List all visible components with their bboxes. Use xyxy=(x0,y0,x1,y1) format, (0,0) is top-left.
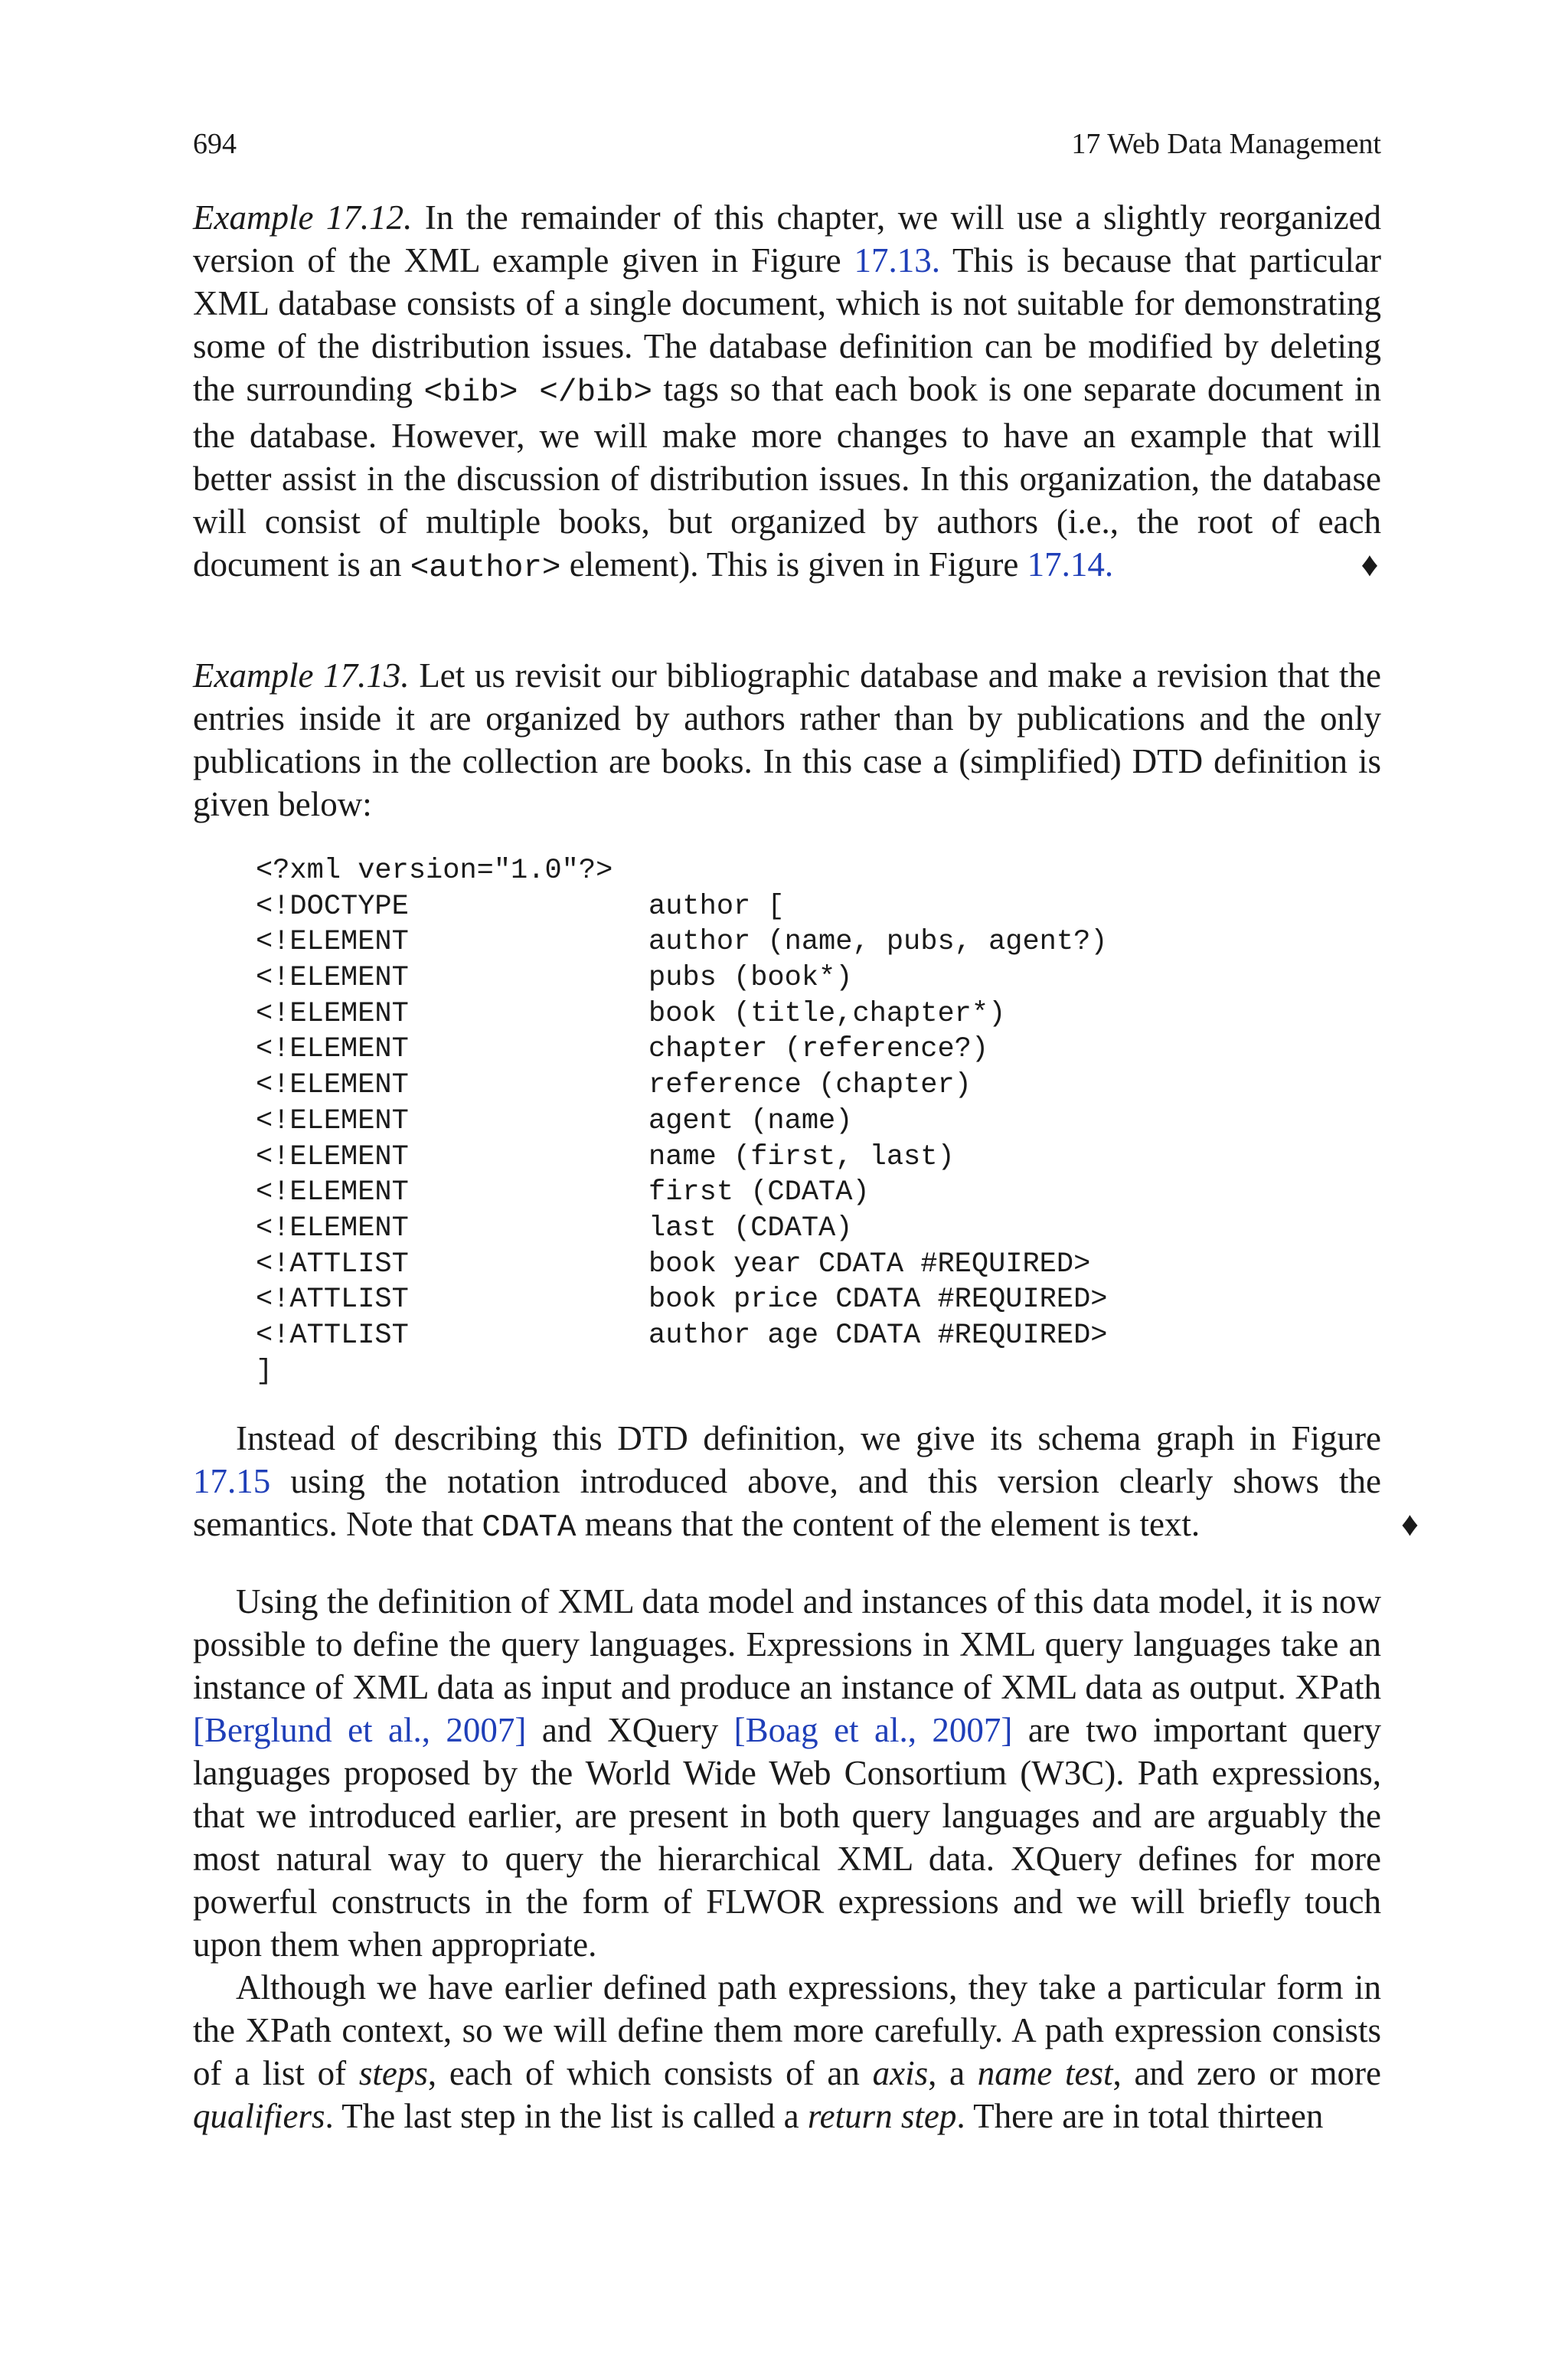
page-number: 694 xyxy=(193,128,237,160)
citation-berglund-2007[interactable]: [Berglund et al., 2007] xyxy=(193,1711,527,1750)
body-text: This is because that particular XML database consists of a single document, which is not suitable for demonstrating some of the distribution issues. The database definition can be modified by deleting the surrounding xyxy=(193,241,1381,408)
inline-code: <author> xyxy=(410,551,561,586)
inline-code: <bib> </bib> xyxy=(423,375,652,411)
body-text: In the remainder of this chapter, we will use a slightly reorganized version of the XML example given in Figure xyxy=(193,198,1381,280)
dtd-line xyxy=(256,996,1381,1032)
chapter-title: 17 Web Data Management xyxy=(1071,128,1381,160)
dtd-line xyxy=(256,1104,1381,1140)
dtd-declaration: book (title,chapter*) xyxy=(648,997,1006,1030)
body-text: Let us revisit our bibliographic database and make a revision that the entries inside it are organized by authors rather than by publications and the only publications in the collection are books. In this case a (simplified) DTD definition is given below: xyxy=(193,656,1381,823)
dtd-declaration: name (first, last) xyxy=(648,1140,955,1173)
dtd-line xyxy=(256,1211,1381,1247)
dtd-keyword: <!ATTLIST xyxy=(256,1319,409,1352)
body-text: , and zero or more xyxy=(1112,2054,1381,2093)
body-text: , each of which consists of an xyxy=(427,2054,873,2093)
dtd-line xyxy=(256,960,1381,996)
dtd-declaration: chapter (reference?) xyxy=(648,1033,989,1066)
dtd-keyword: <!ELEMENT xyxy=(256,926,409,959)
dtd-declaration: pubs (book*) xyxy=(648,962,853,995)
body-text: . There are in total thirteen xyxy=(956,2097,1324,2136)
dtd-declaration: author age CDATA #REQUIRED> xyxy=(648,1319,1108,1352)
dtd-keyword: <!ELEMENT xyxy=(256,962,409,995)
dtd-keyword: <!ELEMENT xyxy=(256,997,409,1030)
figure-ref-17-14[interactable]: 17.14. xyxy=(1027,545,1114,584)
dtd-declaration: book price CDATA #REQUIRED> xyxy=(648,1284,1108,1317)
dtd-line xyxy=(256,1068,1381,1104)
example-label: Example 17.13. xyxy=(193,656,410,695)
inline-code: CDATA xyxy=(482,1510,577,1546)
example-label: Example 17.12. xyxy=(193,198,413,237)
dtd-keyword: <!ELEMENT xyxy=(256,1104,409,1137)
body-text: Instead of describing this DTD definition, we give its schema graph in Figure xyxy=(236,1419,1381,1458)
dtd-keyword: <!ELEMENT xyxy=(256,1176,409,1209)
dtd-keyword: <!ELEMENT xyxy=(256,1212,409,1245)
figure-ref-17-15[interactable]: 17.15 xyxy=(193,1462,271,1501)
body-text: tags so that each book is one separate document in the database. However, we will make more changes to have an example that will better assist in the discussion of distribution issues. In this organization, the database will consist of multiple books, but organized by authors (i.e., the root of each document is an xyxy=(193,370,1381,584)
dtd-keyword: <!DOCTYPE xyxy=(256,890,409,923)
example-17-12 xyxy=(193,196,1381,590)
term-qualifiers: qualifiers xyxy=(193,2097,325,2136)
dtd-declaration: author [ xyxy=(648,890,785,923)
body-text: . The last step in the list is called a xyxy=(325,2097,808,2136)
term-steps: steps xyxy=(358,2054,428,2093)
dtd-keyword: <!ELEMENT xyxy=(256,1140,409,1173)
dtd-declaration: author (name, pubs, agent?) xyxy=(648,926,1108,959)
dtd-keyword: <!ATTLIST xyxy=(256,1284,409,1317)
dtd-close-bracket: ] xyxy=(256,1355,273,1388)
citation-boag-2007[interactable]: [Boag et al., 2007] xyxy=(733,1711,1013,1750)
dtd-line xyxy=(256,1140,1381,1176)
body-text: , a xyxy=(928,2054,978,2093)
term-axis: axis xyxy=(872,2054,929,2093)
dtd-keyword: <!ATTLIST xyxy=(256,1248,409,1281)
running-header xyxy=(193,123,1381,165)
dtd-line xyxy=(256,1247,1381,1283)
paragraph-query-languages xyxy=(193,1580,1381,1966)
dtd-line xyxy=(256,1318,1381,1354)
body-text: Using the definition of XML data model and instances of this data model, it is now possible to define the query languages. Expressions in XML query languages take an instance of XML data as input and produce an instance of XML data as output. XPath xyxy=(193,1582,1381,1707)
dtd-xml-declaration: <?xml version="1.0"?> xyxy=(256,855,613,887)
paragraph-path-expressions xyxy=(193,1966,1381,2138)
dtd-explanation xyxy=(193,1417,1419,1549)
body-text: Although we have earlier defined path expressions, they take a particular form in the XPath context, so we will define them more carefully. A path expression consists of a list of xyxy=(193,1968,1381,2093)
dtd-line xyxy=(256,1282,1381,1318)
body-text: and XQuery xyxy=(526,1711,734,1750)
figure-ref-17-13[interactable]: 17.13. xyxy=(854,241,940,280)
end-of-example-mark: ♦ xyxy=(1361,545,1379,584)
end-of-example-mark: ♦ xyxy=(1401,1505,1419,1544)
dtd-declaration: reference (chapter) xyxy=(648,1069,972,1102)
body-text: using the notation introduced above, and this version clearly shows the semantics. Note that xyxy=(193,1462,1381,1544)
dtd-line xyxy=(256,924,1381,960)
body-text: are two important query languages proposed by the World Wide Web Consortium (W3C). Path expressions, that we introduced earlier, are present in both query languages and are arguably the most natural way to query the hierarchical XML data. XQuery defines for more powerful constructs in the form of FLWOR expressions and we will briefly touch upon them when appropriate. xyxy=(193,1711,1381,1964)
dtd-line xyxy=(256,889,1381,925)
dtd-declaration: first (CDATA) xyxy=(648,1176,870,1209)
dtd-keyword: <!ELEMENT xyxy=(256,1033,409,1066)
term-name-test: name test xyxy=(977,2054,1113,2093)
dtd-line xyxy=(256,1175,1381,1211)
dtd-code-block xyxy=(256,853,1381,1389)
dtd-declaration: last (CDATA) xyxy=(648,1212,853,1245)
page xyxy=(193,123,1419,2138)
body-text: element). This is given in Figure xyxy=(560,545,1027,584)
term-return-step: return step xyxy=(807,2097,957,2136)
body-text: means that the content of the element is text. xyxy=(576,1505,1200,1544)
dtd-line xyxy=(256,1032,1381,1068)
dtd-keyword: <!ELEMENT xyxy=(256,1069,409,1102)
dtd-declaration: book year CDATA #REQUIRED> xyxy=(648,1248,1091,1281)
dtd-declaration: agent (name) xyxy=(648,1104,853,1137)
example-17-13 xyxy=(193,654,1381,826)
